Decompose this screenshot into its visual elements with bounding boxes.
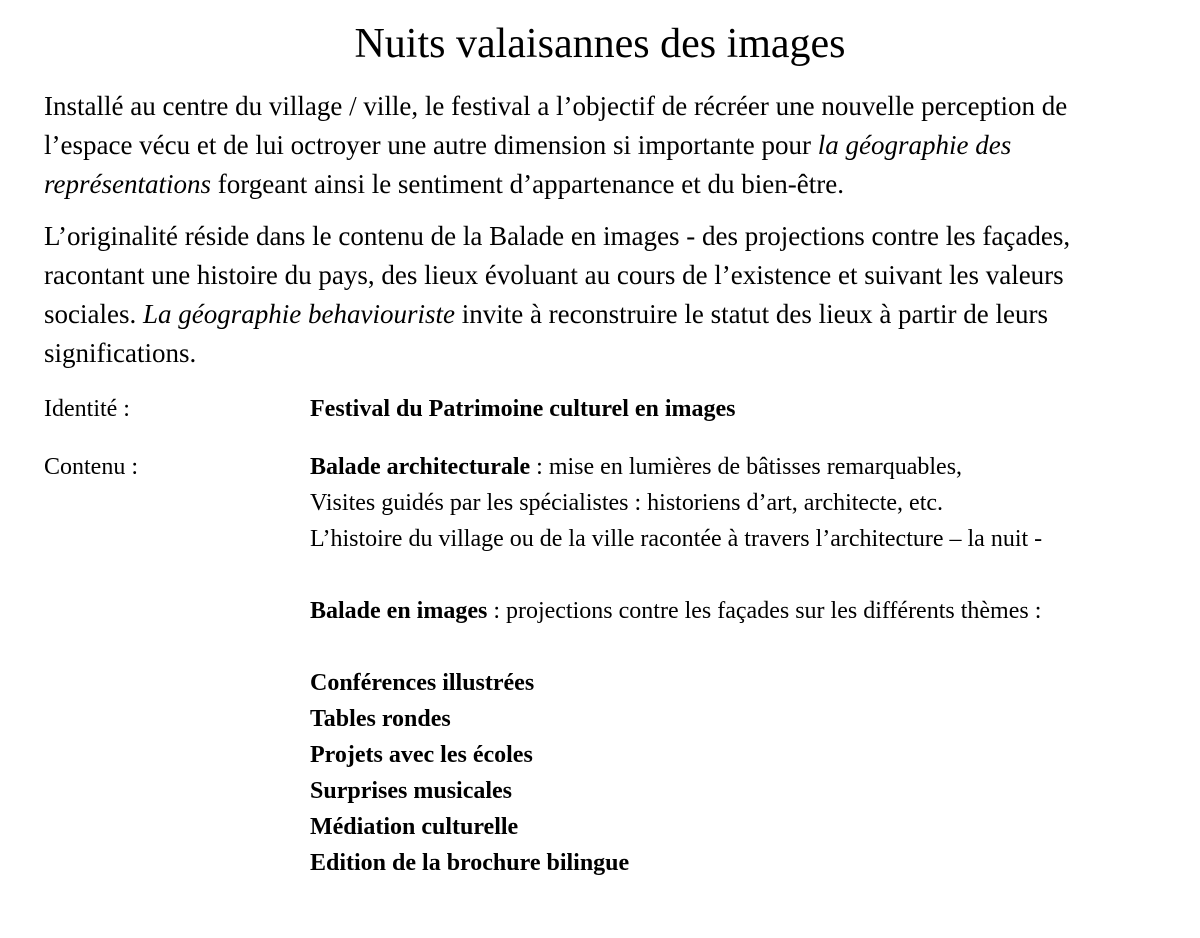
- spacer: [310, 557, 1156, 593]
- originality-text-start: L’originalité réside dans le contenu de la Balade en images - des projections contre les façades, racontant une histoire du pays, des lieux évoluant au cours de l’existence et suivant les valeurs sociales.: [44, 221, 1071, 329]
- visites-line: Visites guidés par les spécialistes : historiens d’art, architecte, etc.: [310, 490, 944, 516]
- page-title: Nuits valaisannes des images: [354, 21, 846, 67]
- identity-label: Identité :: [44, 396, 130, 422]
- balade-images-title: Balade en images: [310, 598, 488, 624]
- list-item: Médiation culturelle: [310, 814, 519, 840]
- intro-italic-term: la géographie des représentations: [44, 130, 1012, 199]
- balade-images-line: [310, 593, 1156, 629]
- histoire-line: L’histoire du village ou de la ville racontée à travers l’architecture – la nuit -: [310, 526, 1043, 552]
- originality-italic-term: La géographie behaviouriste: [142, 299, 455, 329]
- content-value: [310, 449, 1156, 881]
- balade-architecturale-text: : mise en lumières de bâtisses remarquables,: [530, 454, 963, 480]
- list-item: Conférences illustrées: [310, 670, 535, 696]
- balade-architecturale-title: Balade architecturale: [310, 454, 531, 480]
- originality-paragraph: [44, 217, 1156, 373]
- content-label: Contenu :: [44, 454, 138, 480]
- list-item: Tables rondes: [310, 706, 451, 732]
- intro-text-end: forgeant ainsi le sentiment d’appartenance et du bien-être.: [210, 169, 844, 199]
- list-item: Edition de la brochure bilingue: [310, 850, 630, 876]
- balade-architecturale-line: [310, 449, 1156, 485]
- identity-value: Festival du Patrimoine culturel en images: [310, 396, 736, 422]
- balade-images-text: : projections contre les façades sur les différents thèmes :: [487, 598, 1042, 624]
- spacer: [310, 629, 1156, 665]
- intro-paragraph: [44, 87, 1156, 204]
- identity-row: [44, 391, 1156, 427]
- originality-text-end: invite à reconstruire le statut des lieux à partir de leurs significations.: [44, 299, 1048, 368]
- content-row: [44, 449, 1156, 881]
- list-item: Projets avec les écoles: [310, 742, 533, 768]
- intro-text-start: Installé au centre du village / ville, le festival a l’objectif de récréer une nouvelle perception de l’espace vécu et de lui octroyer une autre dimension si importante pour: [44, 91, 1068, 160]
- list-item: Surprises musicales: [310, 778, 513, 804]
